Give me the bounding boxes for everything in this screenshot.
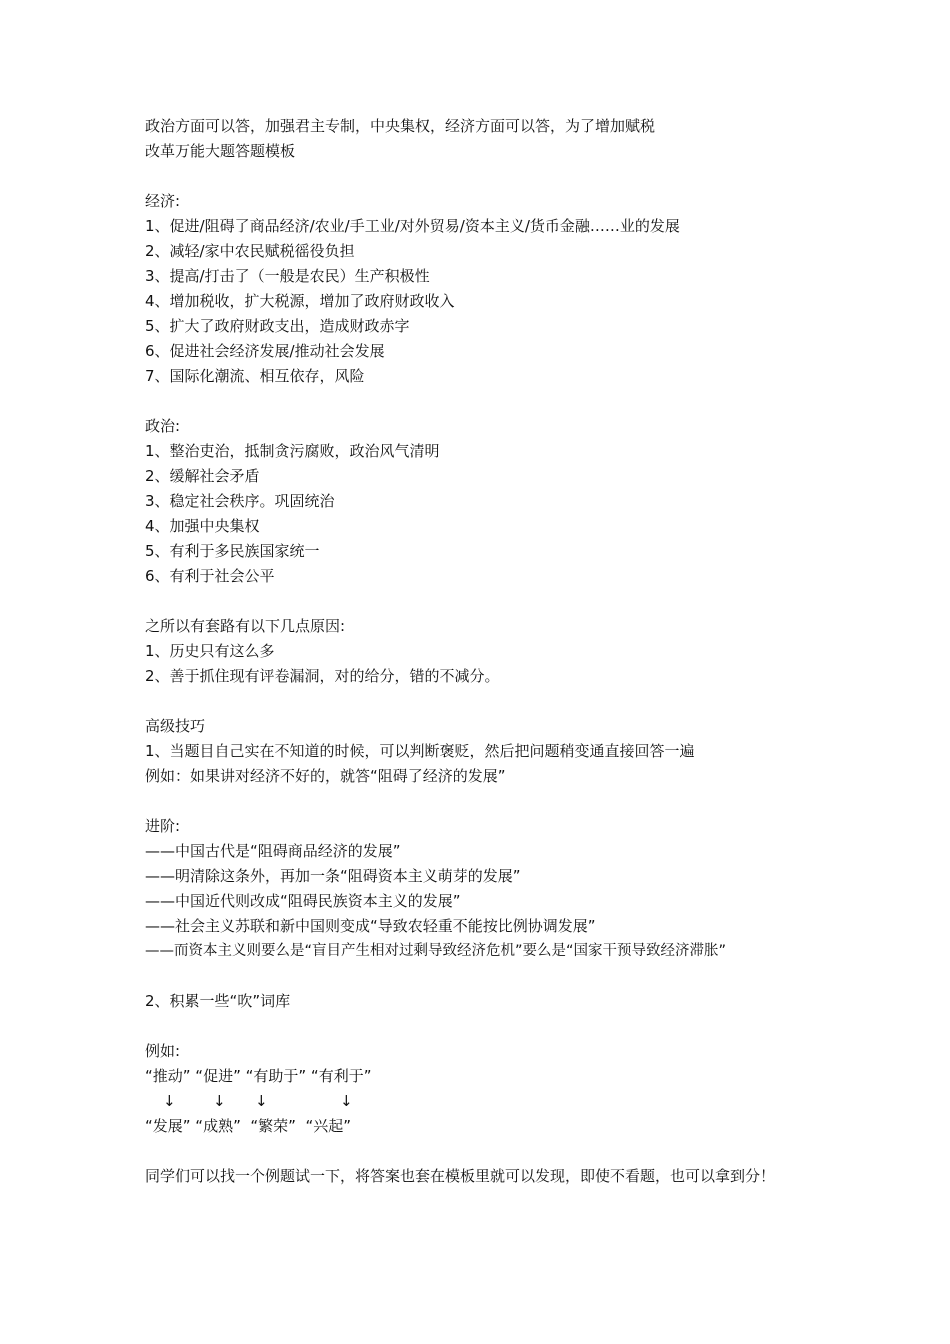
arrow-row — [145, 1089, 825, 1114]
economy-heading: 经济: — [145, 192, 181, 210]
economy-item-2: 2、减轻/家中农民赋税徭役负担 — [145, 242, 355, 260]
document-body — [145, 114, 825, 1189]
down-arrow-icon: ↓ — [163, 1092, 176, 1110]
economy-item-1: 1、促进/阻碍了商品经济/农业/手工业/对外贸易/资本主义/货币金融……业的发展 — [145, 217, 680, 235]
advanced-heading: 高级技巧 — [145, 717, 206, 735]
politics-item-4: 4、加强中央集权 — [145, 517, 260, 535]
economy-item-5: 5、扩大了政府财政支出，造成财政赤字 — [145, 317, 410, 335]
politics-item-6: 6、有利于社会公平 — [145, 567, 275, 585]
advanced-example: 例如：如果讲对经济不好的，就答“阻碍了经济的发展” — [145, 767, 506, 785]
politics-item-1: 1、整治吏治，抵制贪污腐败，政治风气清明 — [145, 442, 440, 460]
progression-item-5: ——而资本主义则要么是“盲目产生相对过剩导致经济危机”要么是“国家干预导致经济滞胀” — [145, 943, 727, 959]
economy-item-7: 7、国际化潮流、相互依存，风险 — [145, 367, 365, 385]
spacer — [145, 1139, 825, 1164]
down-arrow-icon: ↓ — [340, 1092, 353, 1110]
example-heading: 例如: — [145, 1042, 181, 1060]
word-bank-heading: 2、积累一些“吹”词库 — [145, 992, 291, 1010]
spacer — [145, 1014, 825, 1039]
spacer — [145, 789, 825, 814]
nouns-line: “发展” “成熟” “繁荣” “兴起” — [145, 1117, 352, 1135]
verbs-line: “推动” “促进” “有助于” “有利于” — [145, 1067, 372, 1085]
economy-item-3: 3、提高/打击了（一般是农民）生产积极性 — [145, 267, 430, 285]
spacer — [145, 589, 825, 614]
template-title: 改革万能大题答题模板 — [145, 142, 296, 160]
progression-item-3: ——中国近代则改成“阻碍民族资本主义的发展” — [145, 892, 461, 910]
down-arrow-icon: ↓ — [255, 1092, 268, 1110]
spacer — [145, 964, 825, 989]
down-arrow-icon: ↓ — [213, 1092, 226, 1110]
advanced-item-1: 1、当题目自己实在不知道的时候，可以判断褒贬，然后把问题稍变通直接回答一遍 — [145, 742, 695, 760]
spacer — [145, 389, 825, 414]
progression-item-4: ——社会主义苏联和新中国则变成“导致农轻重不能按比例协调发展” — [145, 917, 596, 935]
spacer — [145, 689, 825, 714]
progression-item-1: ——中国古代是“阻碍商品经济的发展” — [145, 842, 401, 860]
progression-heading: 进阶: — [145, 817, 181, 835]
reason-item-1: 1、历史只有这么多 — [145, 642, 275, 660]
spacer — [145, 164, 825, 189]
intro-line: 政治方面可以答，加强君主专制，中央集权，经济方面可以答，为了增加赋税 — [145, 117, 656, 135]
progression-item-2: ——明清除这条外，再加一条“阻碍资本主义萌芽的发展” — [145, 867, 521, 885]
closing-paragraph: 同学们可以找一个例题试一下，将答案也套在模板里就可以发现，即使不看题，也可以拿到分！ — [145, 1167, 776, 1185]
politics-item-2: 2、缓解社会矛盾 — [145, 467, 260, 485]
economy-item-6: 6、促进社会经济发展/推动社会发展 — [145, 342, 385, 360]
reasons-heading: 之所以有套路有以下几点原因: — [145, 617, 346, 635]
economy-item-4: 4、增加税收，扩大税源，增加了政府财政收入 — [145, 292, 455, 310]
politics-item-3: 3、稳定社会秩序。巩固统治 — [145, 492, 335, 510]
politics-heading: 政治: — [145, 417, 181, 435]
politics-item-5: 5、有利于多民族国家统一 — [145, 542, 320, 560]
reason-item-2: 2、善于抓住现有评卷漏洞，对的给分，错的不减分。 — [145, 667, 500, 685]
